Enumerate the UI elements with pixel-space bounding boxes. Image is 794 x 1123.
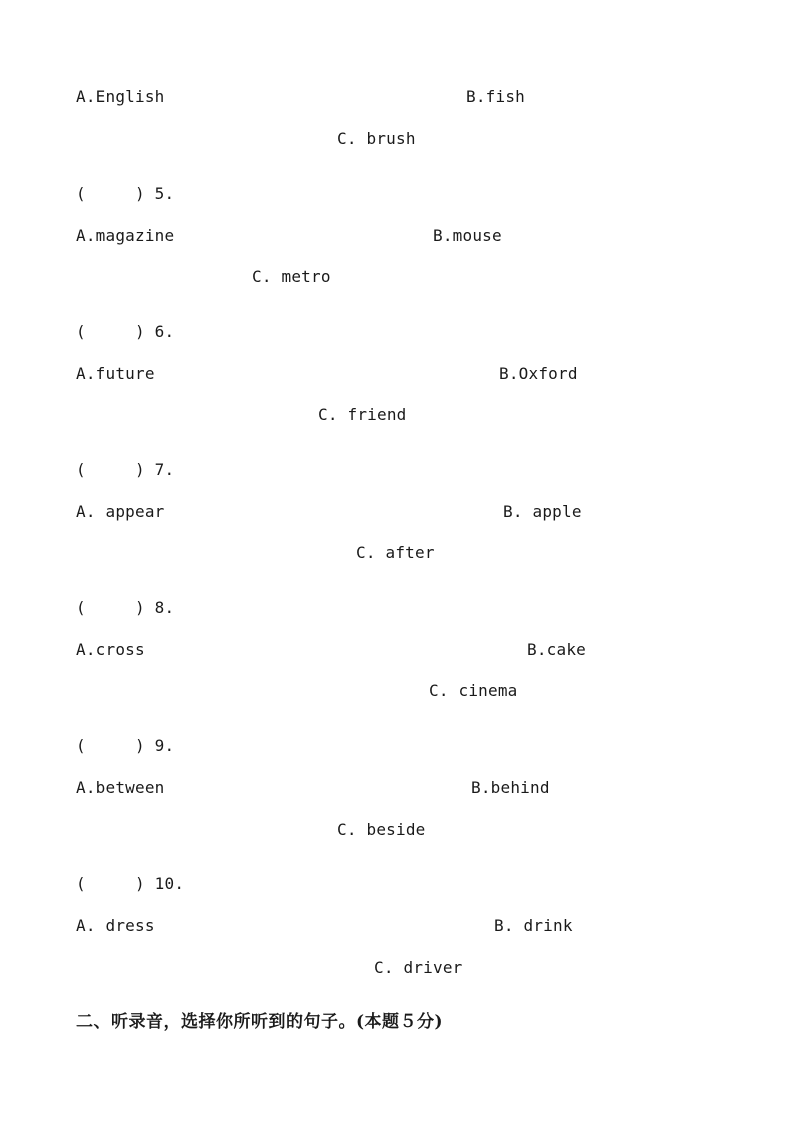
option-a: A.future bbox=[76, 364, 155, 383]
option-b: B.Oxford bbox=[499, 364, 578, 383]
option-c: C. after bbox=[356, 543, 435, 562]
option-a: A. dress bbox=[76, 916, 155, 935]
option-c: C. cinema bbox=[429, 681, 518, 700]
option-a: A.between bbox=[76, 778, 165, 797]
option-a: A.cross bbox=[76, 640, 145, 659]
option-b: B.behind bbox=[471, 778, 550, 797]
question-number: ( ) 6. bbox=[76, 322, 175, 341]
question-number: ( ) 5. bbox=[76, 184, 175, 203]
question-number: ( ) 10. bbox=[76, 874, 185, 893]
option-c: C. beside bbox=[337, 820, 426, 839]
option-c: C. friend bbox=[318, 405, 407, 424]
option-b: B.cake bbox=[527, 640, 586, 659]
question-number: ( ) 8. bbox=[76, 598, 175, 617]
question-number: ( ) 9. bbox=[76, 736, 175, 755]
option-b: B.mouse bbox=[433, 226, 502, 245]
option-c: C. brush bbox=[337, 129, 416, 148]
option-a: A.magazine bbox=[76, 226, 175, 245]
option-b: B. drink bbox=[494, 916, 573, 935]
option-b: B. apple bbox=[503, 502, 582, 521]
option-a: A. appear bbox=[76, 502, 165, 521]
option-c: C. driver bbox=[374, 958, 463, 977]
option-a: A.English bbox=[76, 87, 165, 106]
option-b: B.fish bbox=[466, 87, 525, 106]
option-c: C. metro bbox=[252, 267, 331, 286]
section-heading: 二、听录音，选择你所听到的句子。(本题５分) bbox=[76, 1012, 444, 1032]
question-number: ( ) 7. bbox=[76, 460, 175, 479]
